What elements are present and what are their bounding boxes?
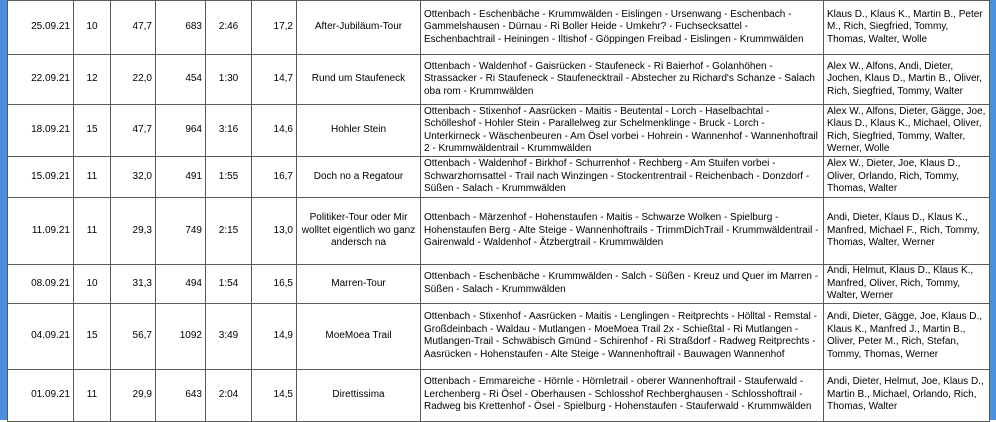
tour-title-cell: Hohler Stein <box>297 105 421 157</box>
tour-title-cell: After-Jubiläum-Tour <box>297 1 421 55</box>
participants-cell: Andi, Helmut, Klaus D., Klaus K., Manfred, Oliver, Rich, Tommy, Walter, Werner <box>824 265 990 304</box>
distance-cell: 32,0 <box>111 157 156 198</box>
date-cell: 22.09.21 <box>8 55 74 105</box>
tour-title-cell: Direttissima <box>297 369 421 421</box>
speed-cell: 16,5 <box>252 265 297 304</box>
elevation-cell: 643 <box>156 369 206 421</box>
distance-cell: 31,3 <box>111 265 156 304</box>
rider-count-cell: 15 <box>74 105 111 157</box>
distance-cell: 47,7 <box>111 105 156 157</box>
tour-table <box>7 0 990 422</box>
table-row <box>8 265 990 304</box>
left-border-strip <box>0 0 7 420</box>
route-cell: Ottenbach - Eschenbäche - Krummwälden - Salch - Süßen - Kreuz und Quer im Marren - Süßen - Salach - Krummwälden <box>421 265 824 304</box>
date-cell: 18.09.21 <box>8 105 74 157</box>
elevation-cell: 964 <box>156 105 206 157</box>
distance-cell: 47,7 <box>111 1 156 55</box>
participants-cell: Alex W., Alfons, Dieter, Gägge, Joe, Klaus D., Klaus K., Michael, Oliver, Rich, Siegfried, Tommy, Walter, Werner, Wolle <box>824 105 990 157</box>
distance-cell: 29,9 <box>111 369 156 421</box>
date-cell: 08.09.21 <box>8 265 74 304</box>
route-cell: Ottenbach - Märzenhof - Hohenstaufen - Maitis - Schwarze Wolken - Spielburg - Hohenstaufen Berg - Alte Steige - Wannenhoftrails - TrimmDichTrail - Krummwäldentrail - Gairenwald - Waldenhof - Ätzbergtrail - Krummwälden <box>421 198 824 265</box>
elevation-cell: 683 <box>156 1 206 55</box>
table-row <box>8 105 990 157</box>
right-border-strip <box>989 0 996 420</box>
date-cell: 25.09.21 <box>8 1 74 55</box>
speed-cell: 14,7 <box>252 55 297 105</box>
participants-cell: Andi, Dieter, Helmut, Joe, Klaus D., Martin B., Michael, Orlando, Rich, Thomas, Walter <box>824 369 990 421</box>
tour-title-cell: Rund um Staufeneck <box>297 55 421 105</box>
speed-cell: 14,5 <box>252 369 297 421</box>
duration-cell: 2:04 <box>206 369 252 421</box>
speed-cell: 14,9 <box>252 303 297 369</box>
participants-cell: Andi, Dieter, Klaus D., Klaus K., Manfred, Michael F., Rich, Tommy, Thomas, Walter, Werner <box>824 198 990 265</box>
rider-count-cell: 11 <box>74 369 111 421</box>
speed-cell: 14,6 <box>252 105 297 157</box>
elevation-cell: 749 <box>156 198 206 265</box>
rider-count-cell: 15 <box>74 303 111 369</box>
route-cell: Ottenbach - Waldenhof - Gaisrücken - Staufeneck - Ri Baierhof - Golanhöhen - Strassacker - Ri Staufeneck - Staufenecktrail - Abstecher zu Richard's Schanze - Salach oba rom - Krummwälden <box>421 55 824 105</box>
duration-cell: 2:15 <box>206 198 252 265</box>
table-row <box>8 1 990 55</box>
tour-title-cell: Marren-Tour <box>297 265 421 304</box>
route-cell: Ottenbach - Eschenbäche - Krummwälden - Eislingen - Ursenwang - Eschenbach - Gammelshausen - Dürnau - Ri Boller Heide - Umkehr? - Fuchsecksattel - Eschenbachtrail - Heiningen - Iltishof - Göppingen Freibad - Eislingen - Krummwälden <box>421 1 824 55</box>
duration-cell: 3:49 <box>206 303 252 369</box>
tour-title-cell: Politiker-Tour oder Mir wolltet eigentlich wo ganz andersch na <box>297 198 421 265</box>
rider-count-cell: 11 <box>74 157 111 198</box>
route-cell: Ottenbach - Stixenhof - Aasrücken - Maitis - Beutental - Lorch - Haselbachtal - Schölleshof - Hohler Stein - Parallelweg zur Schelmenklinge - Bruck - Lorch - Unterkirneck - Wäschenbeuren - Am Ösel vorbei - Hohrein - Wannenhof - Wannenhoftrail 2 - Krummwäldentrail - Krummwälden <box>421 105 824 157</box>
elevation-cell: 494 <box>156 265 206 304</box>
duration-cell: 2:46 <box>206 1 252 55</box>
speed-cell: 13,0 <box>252 198 297 265</box>
date-cell: 11.09.21 <box>8 198 74 265</box>
date-cell: 01.09.21 <box>8 369 74 421</box>
table-row <box>8 55 990 105</box>
route-cell: Ottenbach - Stixenhof - Aasrücken - Maitis - Lenglingen - Reitprechts - Hölltal - Remstal - Großdeinbach - Waldau - Mutlangen - MoeMoea Trail 2x - Schießtal - Ri Mutlangen - Mutlangen-Trail - Schwäbisch Gmünd - Schirenhof - Ri Straßdorf - Radweg Reitprechts - Aasrücken - Hohenstaufen - Alte Steige - Wannenhoftrail - Bauwagen Wannenhof <box>421 303 824 369</box>
table-row <box>8 198 990 265</box>
route-cell: Ottenbach - Waldenhof - Birkhof - Schurrenhof - Rechberg - Am Stuifen vorbei - Schwarzhornsattel - Trail nach Winzingen - Stockentrentrail - Reichenbach - Donzdorf - Süßen - Salach - Krummwälden <box>421 157 824 198</box>
table-row <box>8 369 990 421</box>
participants-cell: Alex W., Dieter, Joe, Klaus D., Oliver, Orlando, Rich, Tommy, Thomas, Walter <box>824 157 990 198</box>
tour-title-cell: Doch no a Regatour <box>297 157 421 198</box>
elevation-cell: 491 <box>156 157 206 198</box>
date-cell: 04.09.21 <box>8 303 74 369</box>
table-row <box>8 157 990 198</box>
participants-cell: Klaus D., Klaus K., Martin B., Peter M., Rich, Siegfried, Tommy, Thomas, Walter, Wolle <box>824 1 990 55</box>
rider-count-cell: 12 <box>74 55 111 105</box>
table-row <box>8 303 990 369</box>
distance-cell: 29,3 <box>111 198 156 265</box>
duration-cell: 1:54 <box>206 265 252 304</box>
rider-count-cell: 10 <box>74 1 111 55</box>
route-cell: Ottenbach - Emmareiche - Hörnle - Hörnletrail - oberer Wannenhoftrail - Stauferwald - Lerchenberg - Ri Ösel - Oberhausen - Schlosshof Rechberghausen - Schlosshoftrail - Radweg bis Krettenhof - Ösel - Spielburg - Hohenstaufen - Stauferwald - Krummwälden <box>421 369 824 421</box>
date-cell: 15.09.21 <box>8 157 74 198</box>
participants-cell: Andi, Dieter, Gägge, Joe, Klaus D., Klaus K., Manfred J., Martin B., Oliver, Peter M., Rich, Stefan, Tommy, Thomas, Werner <box>824 303 990 369</box>
rider-count-cell: 11 <box>74 198 111 265</box>
duration-cell: 1:30 <box>206 55 252 105</box>
elevation-cell: 1092 <box>156 303 206 369</box>
speed-cell: 16,7 <box>252 157 297 198</box>
rider-count-cell: 10 <box>74 265 111 304</box>
duration-cell: 1:55 <box>206 157 252 198</box>
distance-cell: 56,7 <box>111 303 156 369</box>
elevation-cell: 454 <box>156 55 206 105</box>
duration-cell: 3:16 <box>206 105 252 157</box>
distance-cell: 22,0 <box>111 55 156 105</box>
speed-cell: 17,2 <box>252 1 297 55</box>
tour-title-cell: MoeMoea Trail <box>297 303 421 369</box>
participants-cell: Alex W., Alfons, Andi, Dieter, Jochen, Klaus D., Martin B., Oliver, Rich, Siegfried, Tommy, Walter <box>824 55 990 105</box>
